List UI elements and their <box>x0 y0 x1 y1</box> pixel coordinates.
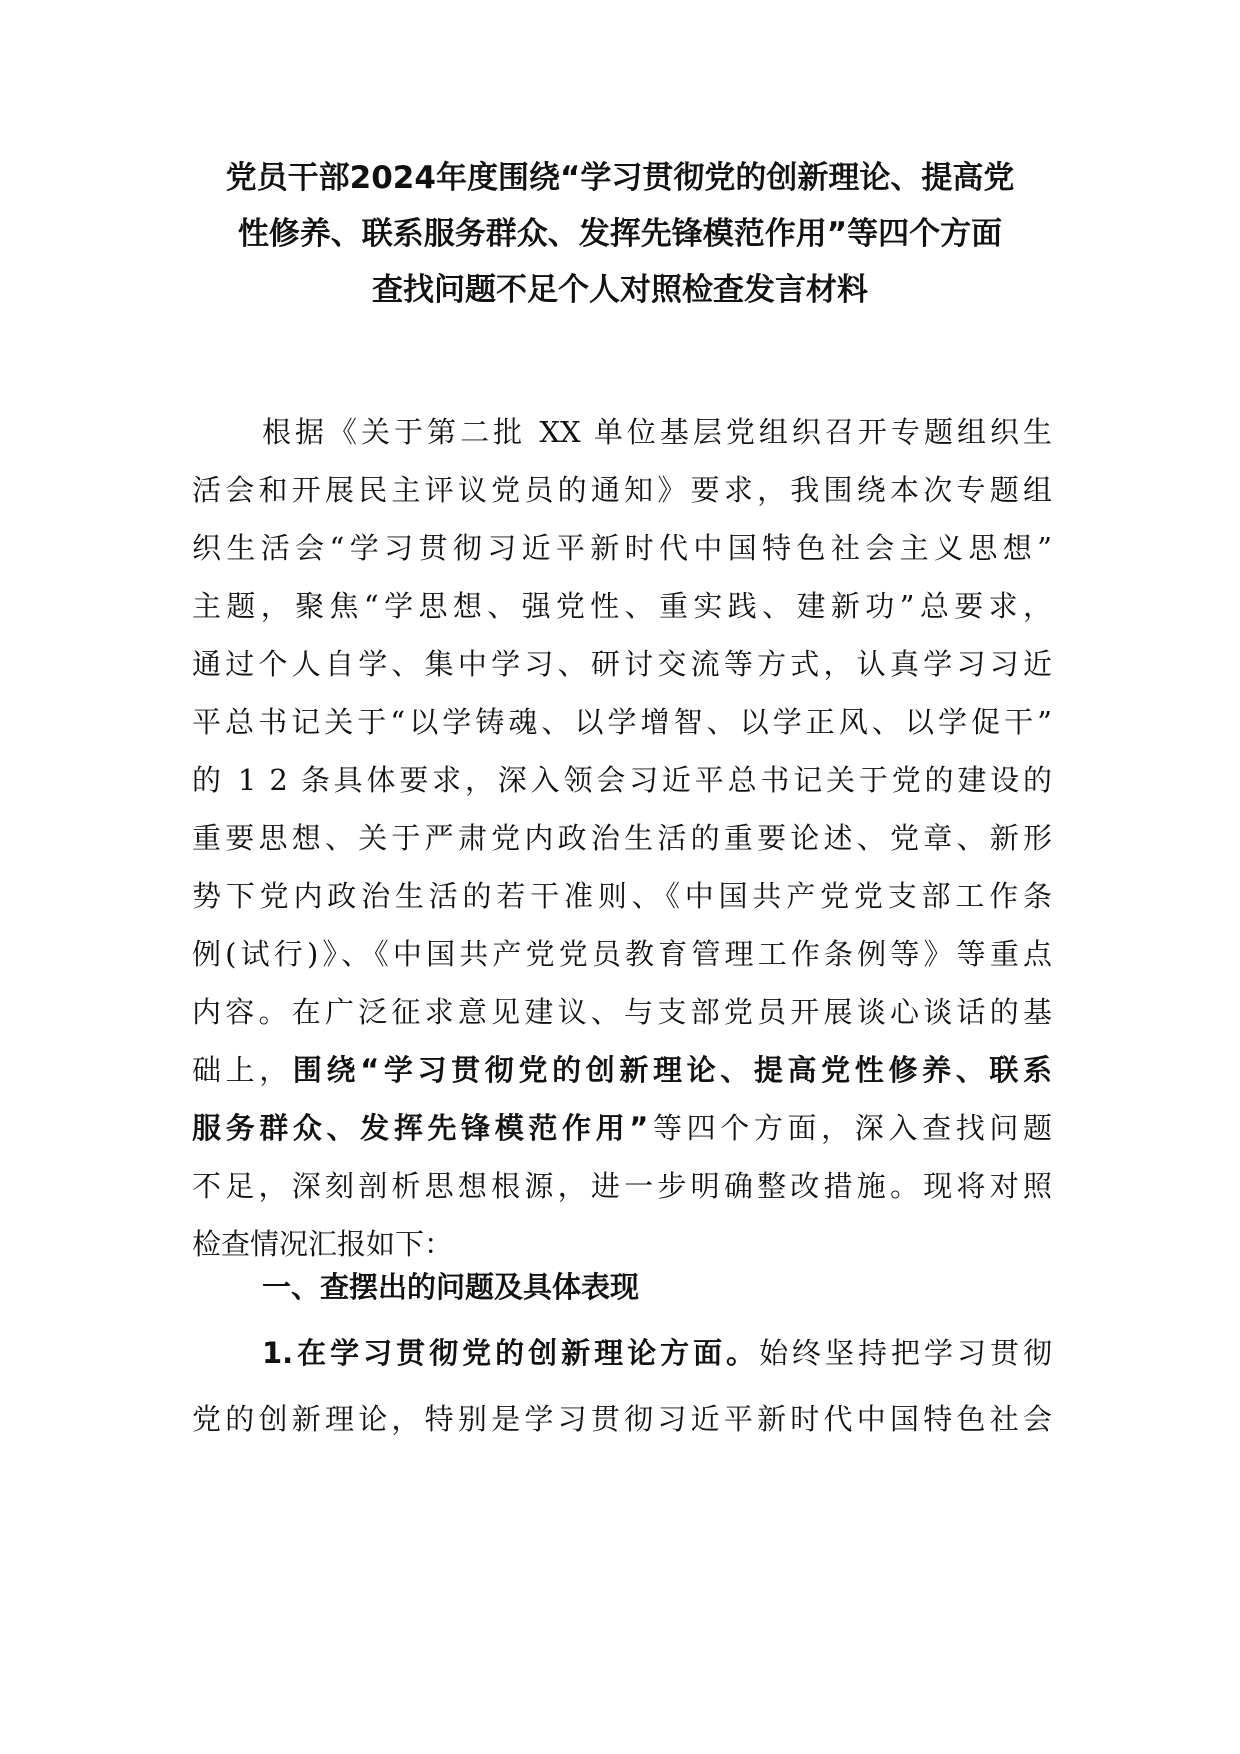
title-line-1: 党员干部2024年度围绕“学习贯彻党的创新理论、提高党 <box>225 160 1015 196</box>
intro-line-5: 通过个人自学、集中学习、研讨交流等方式，认真学习习近 <box>192 647 1052 681</box>
title-line-2: 性修养、联系服务群众、发挥先锋模范作用”等四个方面 <box>237 216 1003 252</box>
intro-line-13 <box>192 1099 1052 1157</box>
intro-paragraph <box>192 403 1052 1273</box>
intro-line-6: 平总书记关于“以学铸魂、以学增智、以学正风、以学促干” <box>192 705 1052 739</box>
intro-line-10: 例(试行)》、《中国共产党党员教育管理工作条例等》等重点 <box>192 937 1052 971</box>
intro-line-15: 检查情况汇报如下： <box>192 1227 454 1261</box>
item-1-heading: 1.在学习贯彻党的创新理论方面。 <box>262 1336 760 1370</box>
intro-line-12-bold: 围绕“学习贯彻党的创新理论、提高党性修养、联系 <box>292 1053 1052 1087</box>
intro-line-7: 的 1 2 条具体要求，深入领会习近平总书记关于党的建设的 <box>192 763 1052 797</box>
intro-line-12-plain: 础上， <box>192 1053 293 1087</box>
item-1-text: 始终坚持把学习贯彻 <box>759 1336 1052 1370</box>
item-1-paragraph <box>192 1320 1052 1452</box>
item-1-line-1 <box>192 1320 1052 1386</box>
intro-line-13-bold: 服务群众、发挥先锋模范作用” <box>192 1111 649 1145</box>
document-title <box>170 150 1070 318</box>
intro-line-3: 织生活会“学习贯彻习近平新时代中国特色社会主义思想” <box>192 531 1052 565</box>
intro-line-1: 根据《关于第二批 XX 单位基层党组织召开专题组织生 <box>262 415 1052 449</box>
intro-line-11: 内容。在广泛征求意见建议、与支部党员开展谈心谈话的基 <box>192 995 1052 1029</box>
intro-line-8: 重要思想、关于严肃党内政治生活的重要论述、党章、新形 <box>192 821 1052 855</box>
intro-line-12 <box>192 1041 1052 1099</box>
intro-line-4: 主题，聚焦“学思想、强党性、重实践、建新功”总要求， <box>192 589 1052 623</box>
section-heading-1: 一、查摆出的问题及具体表现 <box>262 1270 640 1304</box>
title-line-3: 查找问题不足个人对照检查发言材料 <box>372 272 868 308</box>
item-1-line-2: 党的创新理论，特别是学习贯彻习近平新时代中国特色社会 <box>192 1402 1052 1436</box>
intro-line-13-plain: 等四个方面，深入查找问题 <box>648 1111 1052 1145</box>
intro-line-2: 活会和开展民主评议党员的通知》要求，我围绕本次专题组 <box>192 473 1052 507</box>
intro-line-9: 势下党内政治生活的若干准则、《中国共产党党支部工作条 <box>192 879 1052 913</box>
intro-line-14: 不足，深刻剖析思想根源，进一步明确整改措施。现将对照 <box>192 1169 1052 1203</box>
